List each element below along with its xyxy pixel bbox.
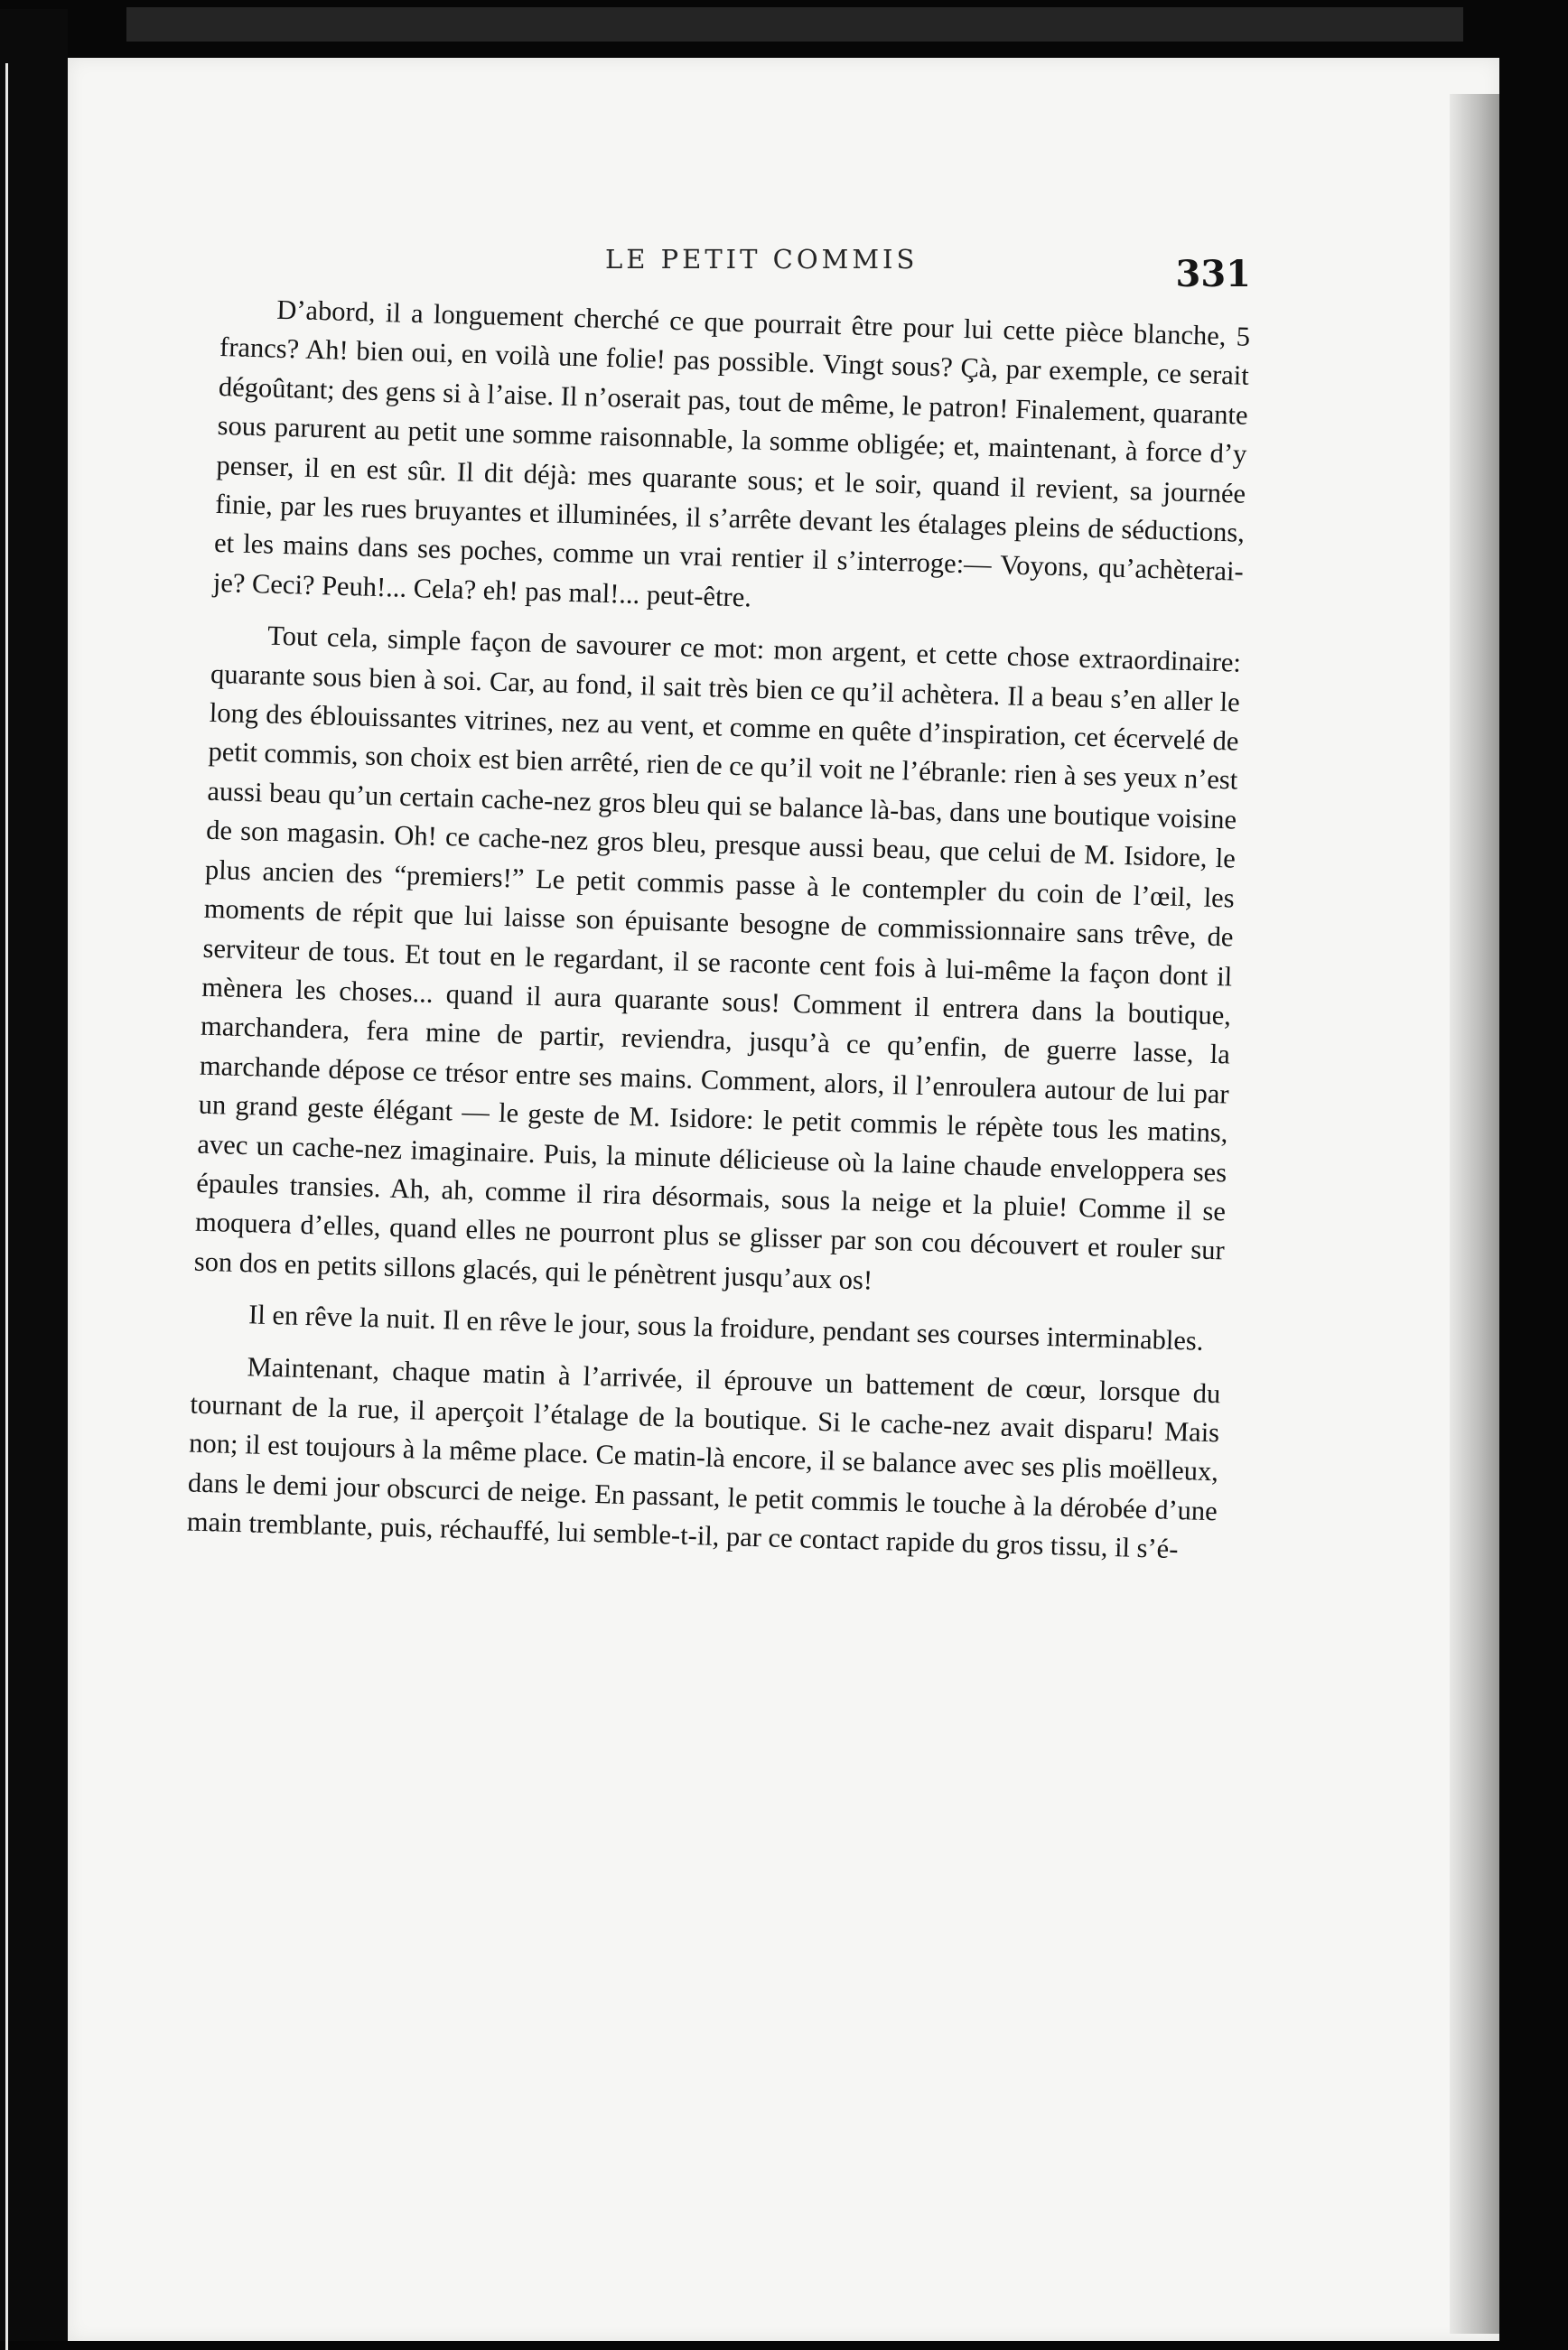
body-text (172, 289, 1251, 2096)
paragraph-2: Tout cela, simple façon de savourer ce mot: mon argent, et cette chose extraordinaire: quarante sous bien à soi. Car, au fond, il sait très bien ce qu’il achètera. Il a beau s’en aller le long des éblouissantes vitrines, nez au vent, et comme en quête d’inspiration, cet écervelé de petit commis, son choix est bien arrêté, rien de ce qu’il voit ne l’ébranle: rien à ses yeux n’est aussi beau qu’un certain cache-nez gros bleu qui se balance là-bas, dans une boutique voisine de son magasin. Oh! ce cache-nez gros bleu, presque aussi beau, que celui de M. Isidore, le plus ancien des “premiers!” Le petit commis passe à le contempler du coin de l’œil, les moments de répit que lui laisse son épuisante besogne de commissionnaire sans trêve, de serviteur de tous. Et tout en le regardant, il se raconte cent fois à lui-même la façon dont il mènera les choses... quand il aura quarante sous! Comment il entrera dans la boutique, marchandera, fera mine de partir, reviendra, jusqu’à ce qu’enfin, de guerre lasse, la marchande dépose ce trésor entre ses mains. Comment, alors, il l’enroulera autour de lui par un grand geste élégant — le geste de M. Isidore: le petit commis le répète tous les matins, avec un cache-nez imaginaire. Puis, la minute délicieuse où la laine chaude enveloppera ses épaules transies. Ah, ah, comme il rira désormais, sous la neige et la pluie! Comme il se moquera d’elles, quand elles ne pourront plus se glisser par son cou découvert et rouler sur son dos en petits sillons glacés, qui le pénètrent jusqu’aux os! (193, 620, 1242, 1296)
page-header (221, 235, 1251, 295)
paragraph-3: Il en rêve la nuit. Il en rêve le jour, sous la froidure, pendant ses courses interminables. (247, 1299, 1204, 1357)
scan-left-border (0, 9, 68, 2341)
page-number: 331 (1175, 253, 1251, 295)
paragraph-1: D’abord, il a longuement cherché ce que pourrait être pour lui cette pièce blanche, 5 francs? Ah! bien oui, en voilà une folie! pas possible. Vingt sous? Çà, par exemple, ce serait dégoûtant; des gens si à l’aise. Il n’oserait pas, tout de même, le patron! Finalement, quarante sous parurent au petit une somme raisonnable, la somme obligée; et, maintenant, à force d’y penser, il en est sûr. Il dit déjà: mes quarante sous; et le soir, quand il revient, sa journée finie, par les rues bruyantes et illuminées, il s’arrête devant les étalages pleins de séductions, et les mains dans ses poches, comme un vrai rentier il s’interroge:— Voyons, qu’achèterai-je? Ceci? Peuh!... Cela? eh! pas mal!... peut-être. (212, 294, 1251, 613)
running-title: LE PETIT COMMIS (605, 244, 919, 275)
scan-top-shadow (126, 7, 1463, 42)
page-gutter-edge (1450, 94, 1499, 2334)
paragraph-4: Maintenant, chaque matin à l’arrivée, il éprouve un battement de cœur, lorsque du tournant de la rue, il aperçoit l’étalage de la boutique. Si le cache-nez avait disparu! Mais non; il est toujours à la même place. Ce matin-là encore, il se balance avec ses plis moëlleux, dans le demi jour obscurci de neige. En passant, le petit commis le touche à la dérobée d’une main tremblante, puis, réchauffé, lui semble-t-il, par ce contact rapide du gros tissu, il s’é- (186, 1350, 1221, 1565)
page-left-edge-line (5, 63, 8, 2350)
